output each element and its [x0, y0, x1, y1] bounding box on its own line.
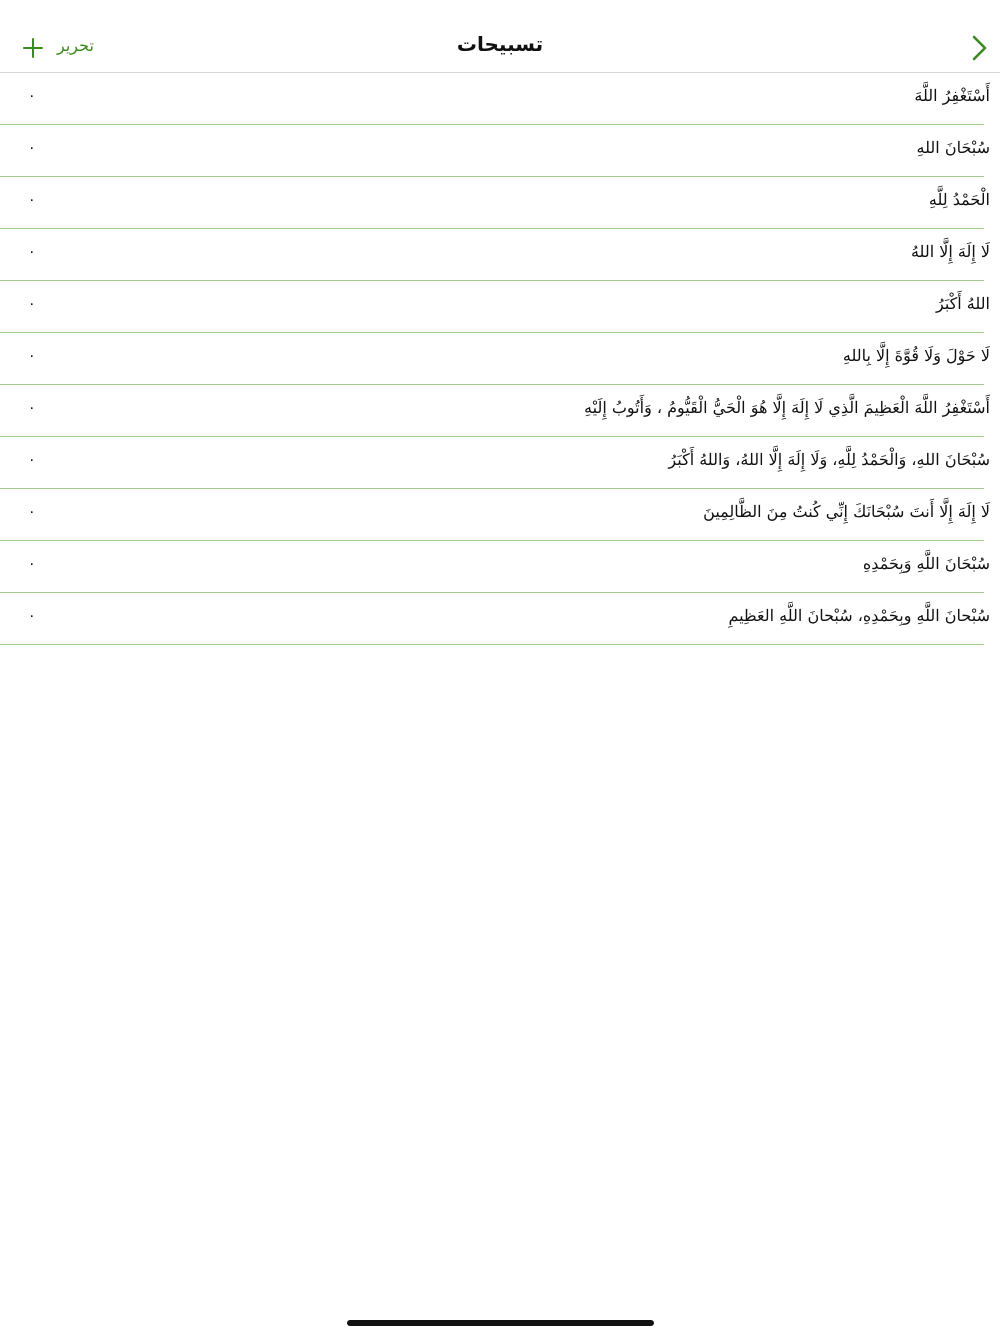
tasbih-text: لَا إِلَهَ إِلَّا اللهُ — [910, 242, 990, 261]
tasbih-count: ٠ — [28, 244, 36, 260]
tasbih-count: ٠ — [28, 452, 36, 468]
tasbih-text: أَسْتَغْفِرُ اللَّهَ — [914, 86, 990, 105]
list-item[interactable] — [0, 385, 990, 437]
plus-icon — [20, 35, 46, 61]
tasbih-text: أَسْتَغْفِرُ اللَّهَ الْعَظِيمَ الَّذِي لَا إِلَهَ إِلَّا هُوَ الْحَيُّ الْقَيُّومُ ، وَأَتُوبُ إِلَيْهِ — [584, 398, 990, 417]
tasbih-count: ٠ — [28, 88, 36, 104]
list-item[interactable] — [0, 489, 990, 541]
list-item[interactable] — [0, 333, 990, 385]
home-indicator[interactable] — [347, 1320, 654, 1326]
tasbih-text: لَا حَوْلَ وَلَا قُوَّةَ إِلَّا بِاللهِ — [842, 346, 990, 365]
tasbih-count: ٠ — [28, 192, 36, 208]
edit-button[interactable]: تحرير — [57, 36, 94, 55]
tasbih-text: الْحَمْدُ لِلَّهِ — [928, 190, 990, 209]
list-item[interactable] — [0, 229, 990, 281]
tasbih-text: سُبْحانَ اللَّهِ وبِحَمْدِهِ، سُبْحانَ اللَّهِ العَظِيمِ — [728, 606, 990, 625]
tasbih-count: ٠ — [28, 608, 36, 624]
list-item[interactable] — [0, 541, 990, 593]
tasbih-text: اللهُ أَكْبَرُ — [936, 294, 990, 313]
list-item[interactable] — [0, 125, 990, 177]
page-title: تسبيحات — [456, 32, 544, 56]
list-item[interactable] — [0, 73, 990, 125]
list-item[interactable] — [0, 437, 990, 489]
list-item[interactable] — [0, 177, 990, 229]
add-button[interactable] — [20, 35, 46, 61]
tasbih-text: سُبْحَانَ اللهِ، وَالْحَمْدُ لِلَّهِ، وَلَا إِلَهَ إِلَّا اللهُ، وَاللهُ أَكْبَرُ — [668, 450, 990, 469]
list-item[interactable] — [0, 593, 990, 645]
tasbih-text: لَا إِلَهَ إِلَّا أَنتَ سُبْحَانَكَ إِنِّي كُنتُ مِنَ الظَّالِمِينَ — [703, 502, 990, 521]
navigation-bar — [0, 22, 1000, 73]
tasbih-count: ٠ — [28, 348, 36, 364]
tasbih-list — [0, 73, 1000, 645]
tasbih-count: ٠ — [28, 556, 36, 572]
list-item[interactable] — [0, 281, 990, 333]
tasbih-count: ٠ — [28, 400, 36, 416]
tasbih-text: سُبْحَانَ اللَّهِ وَبِحَمْدِهِ — [862, 554, 990, 573]
tasbih-count: ٠ — [28, 296, 36, 312]
tasbih-text: سُبْحَانَ اللهِ — [916, 138, 990, 157]
tasbih-count: ٠ — [28, 140, 36, 156]
tasbih-count: ٠ — [28, 504, 36, 520]
